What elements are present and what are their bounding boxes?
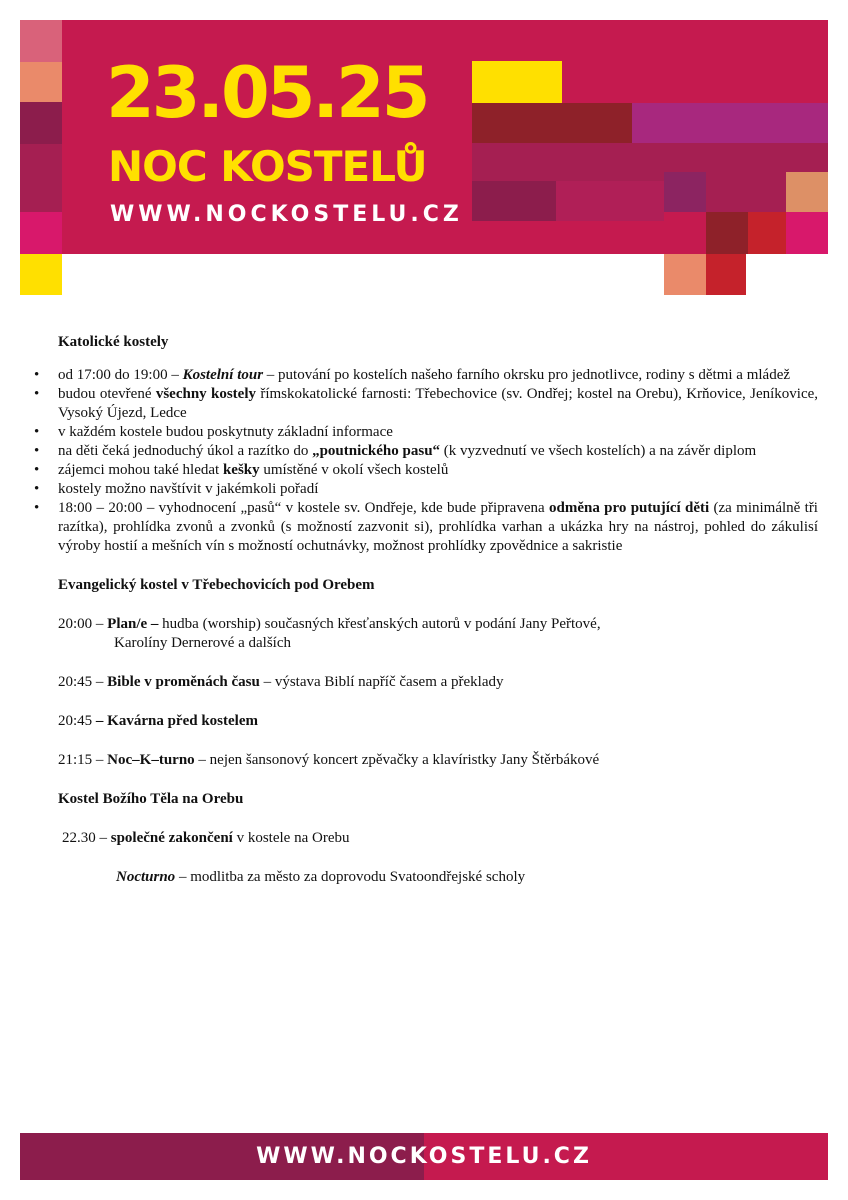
footer-banner (20, 1133, 828, 1180)
banner-tile (786, 212, 828, 254)
list-item: • kostely možno navštívit v jakémkoli pořadí (34, 481, 319, 497)
event-title: NOC KOSTELŮ (108, 142, 427, 191)
list-item: • v každém kostele budou poskytnuty základní informace (34, 424, 393, 440)
banner-tile (472, 103, 632, 143)
section-heading-catholic: Katolické kostely (58, 334, 169, 350)
document-body (34, 333, 818, 887)
header-banner (20, 20, 828, 295)
footer-website-url: WWW.NOCKOSTELU.CZ (256, 1144, 592, 1169)
list-item: • zájemci mohou také hledat kešky umístěné v okolí všech kostelů (34, 462, 449, 478)
event-date: 23.05.25 (106, 52, 428, 134)
banner-tile (706, 212, 748, 254)
banner-tile (20, 144, 62, 212)
bullet-icon: • (34, 424, 40, 440)
bullet-icon: • (34, 386, 40, 402)
section-heading-evangelical: Evangelický kostel v Třebechovicích pod Orebem (58, 577, 375, 593)
program-item: Nocturno – modlitba za město za doprovodu Svatoondřejské scholy (116, 869, 526, 885)
banner-tile (472, 61, 562, 103)
bullet-icon: • (34, 500, 40, 516)
banner-tile (472, 181, 556, 221)
banner-tile (20, 62, 62, 102)
bullet-icon: • (34, 443, 40, 459)
banner-tile (664, 172, 706, 212)
bullet-icon: • (34, 367, 40, 383)
program-item: 20:45 – Kavárna před kostelem (58, 713, 258, 729)
section-heading-oreb: Kostel Božího Těla na Orebu (58, 791, 244, 807)
list-item: • budou otevřené všechny kostely římskokatolické farnosti: Třebechovice (sv. Ondřej; kostel na Orebu), Krňovice, Jeníkovice, Vysoký Újezd, Ledce (34, 386, 819, 421)
bullet-icon: • (34, 462, 40, 478)
banner-tile (786, 172, 828, 212)
program-item: 20:00 – Plan/e – hudba (worship) současných křesťanských autorů v podání Jany Peřtové, Karolíny Dernerové a dalších (58, 616, 601, 651)
list-item: • od 17:00 do 19:00 – Kostelní tour – putování po kostelích našeho farního okrsku pro jednotlivce, rodiny s dětmi a mládež (34, 367, 791, 383)
banner-tile (20, 20, 62, 62)
banner-tile (748, 212, 786, 254)
catholic-list (34, 366, 818, 556)
program-item: 22.30 – společné zakončení v kostele na Orebu (62, 830, 350, 846)
list-item: • na děti čeká jednoduchý úkol a razítko do „poutnického pasu“ (k vyzvednutí ve všech kostelích) a na závěr diplom (34, 443, 757, 459)
banner-tile (20, 254, 62, 295)
banner-tile (20, 102, 62, 144)
list-item: • 18:00 – 20:00 – vyhodnocení „pasů“ v kostele sv. Ondřeje, kde bude připravena odměna pro putující děti (za minimálně tři razítka), prohlídka zvonů a zvonků (s možností zazvonit si), prohlídka varhan a ukázka hry na nástroj, pohled do zákulisí výroby hostií a mešních vín s možností ochutnávky, možnost prohlídky zpovědnice a sakristie (34, 500, 818, 554)
banner-tile (632, 103, 828, 143)
banner-tile (20, 212, 62, 254)
banner-tile (556, 181, 664, 221)
program-item: 20:45 – Bible v proměnách času – výstava Biblí napříč časem a překlady (58, 674, 504, 690)
banner-tile (706, 254, 746, 295)
program-item: 21:15 – Noc–K–turno – nejen šansonový koncert zpěvačky a klavíristky Jany Štěrbákové (58, 752, 600, 768)
bullet-icon: • (34, 481, 40, 497)
banner-website-url: WWW.NOCKOSTELU.CZ (110, 202, 463, 227)
banner-tile (706, 172, 786, 212)
banner-tile (664, 254, 706, 295)
